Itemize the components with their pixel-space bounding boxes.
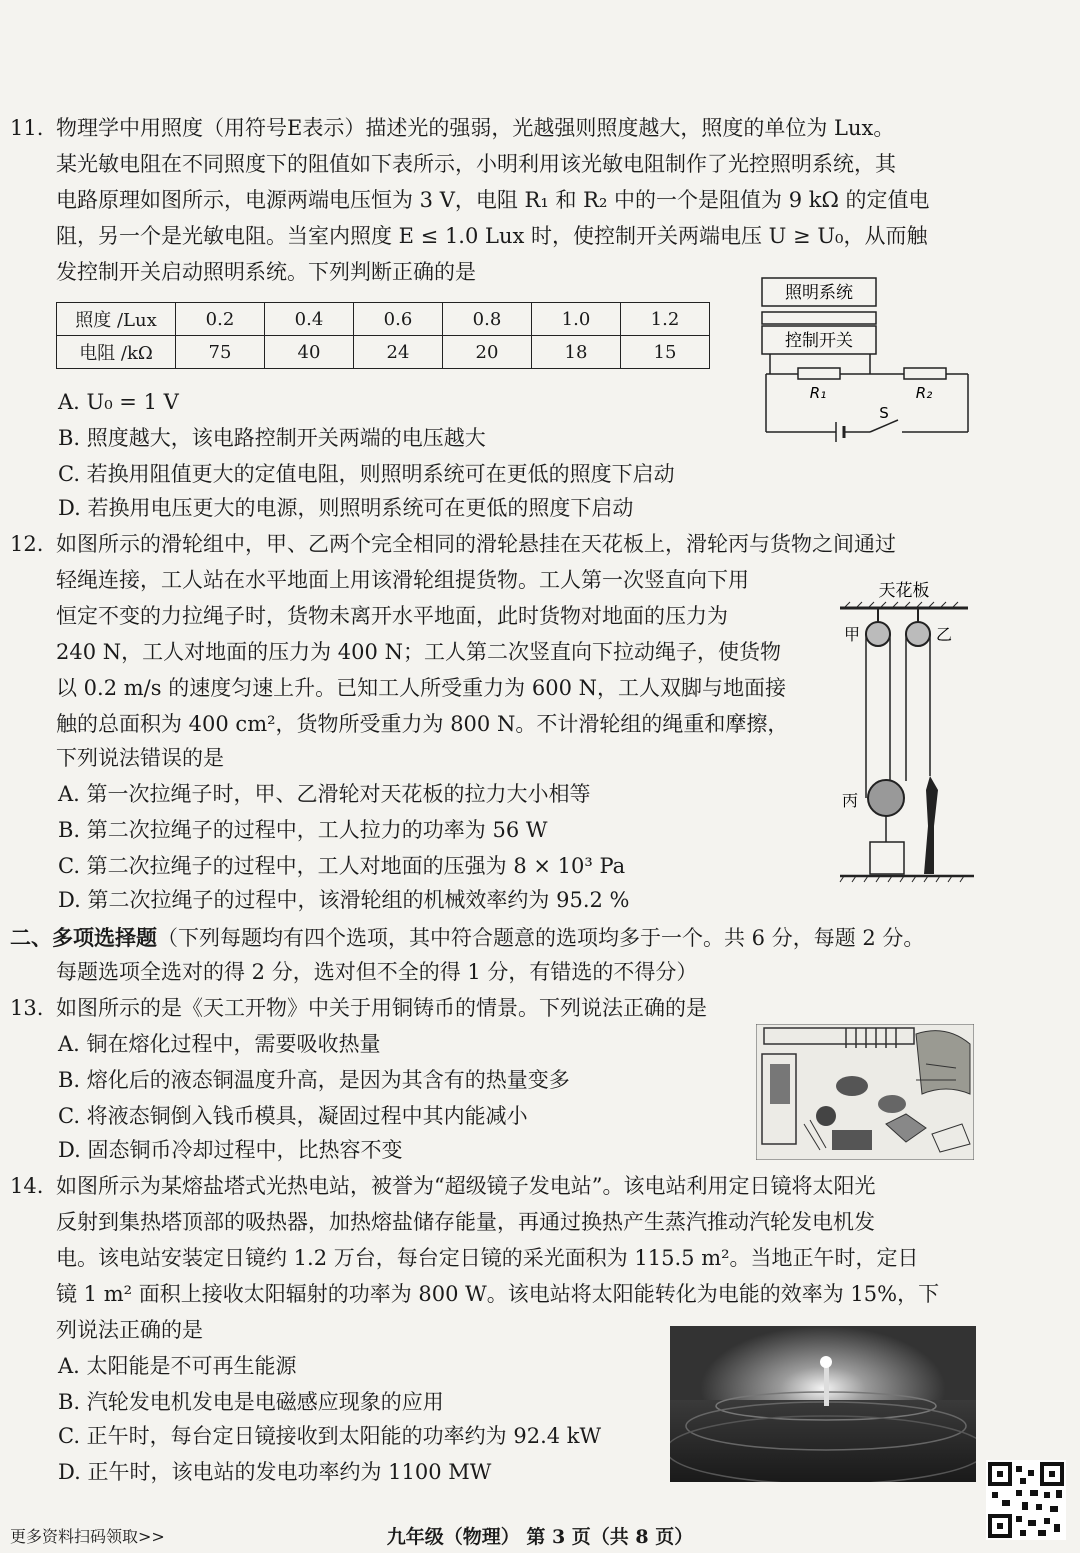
q13-option-a: A. 铜在熔化过程中，需要吸收热量 bbox=[58, 1032, 381, 1056]
table-cell: 75 bbox=[176, 336, 265, 369]
q14-line: 电。该电站安装定日镜约 1.2 万台，每台定日镜的采光面积为 115.5 m²。当地正午时，定日 bbox=[56, 1246, 919, 1270]
coin-casting-illustration bbox=[756, 1024, 974, 1160]
q14-line: 镜 1 m² 面积上接收太阳辐射的功率为 800 W。该电站将太阳能转化为电能的效率为 15%，下 bbox=[56, 1282, 940, 1306]
q11-line: 某光敏电阻在不同照度下的阻值如下表所示，小明利用该光敏电阻制作了光控照明系统，其 bbox=[56, 152, 896, 176]
q12-line: 下列说法错误的是 bbox=[56, 746, 224, 770]
q14-option-c: C. 正午时，每台定日镜接收到太阳能的功率约为 92.4 kW bbox=[58, 1424, 602, 1448]
q11-option-d: D. 若换用电压更大的电源，则照明系统可在更低的照度下启动 bbox=[58, 496, 634, 520]
cargo bbox=[870, 842, 904, 874]
table-cell: 0.8 bbox=[443, 303, 532, 336]
section2-note-line2: 每题选项全选对的得 2 分，选对但不全的得 1 分，有错选的不得分） bbox=[56, 960, 698, 984]
q11-option-b: B. 照度越大，该电路控制开关两端的电压越大 bbox=[58, 426, 486, 450]
section2-header bbox=[10, 924, 924, 952]
pulley-jia bbox=[866, 622, 890, 646]
q12-line: 以 0.2 m/s 的速度匀速上升。已知工人所受重力为 600 N，工人双脚与地面接 bbox=[56, 676, 786, 700]
ceiling-label: 天花板 bbox=[878, 581, 930, 601]
resistor-r1 bbox=[798, 368, 840, 379]
pulley-yi bbox=[906, 622, 930, 646]
table-cell: 1.2 bbox=[621, 303, 710, 336]
q12-option-d: D. 第二次拉绳子的过程中，该滑轮组的机械效率约为 95.2 % bbox=[58, 888, 630, 912]
table-cell: 15 bbox=[621, 336, 710, 369]
q12-line: 轻绳连接，工人站在水平地面上用该滑轮组提货物。工人第一次竖直向下用 bbox=[56, 568, 749, 592]
table-cell: 0.4 bbox=[265, 303, 354, 336]
table-cell: 18 bbox=[532, 336, 621, 369]
q11-line: 发控制开关启动照明系统。下列判断正确的是 bbox=[56, 260, 476, 284]
table-cell: 0.6 bbox=[354, 303, 443, 336]
q14-number: 14. bbox=[10, 1174, 44, 1198]
solar-tower-photo bbox=[670, 1326, 976, 1482]
q13-option-c: C. 将液态铜倒入钱币模具，凝固过程中其内能减小 bbox=[58, 1104, 528, 1128]
q12-option-a: A. 第一次拉绳子时，甲、乙滑轮对天花板的拉力大小相等 bbox=[58, 782, 591, 806]
pulley-diagram bbox=[834, 576, 984, 886]
q13-option-d: D. 固态铜币冷却过程中，比热容不变 bbox=[58, 1138, 403, 1162]
q12-number: 12. bbox=[10, 532, 44, 556]
page-footer: 九年级（物理） 第 3 页（共 8 页） bbox=[386, 1526, 694, 1548]
table-cell: 0.2 bbox=[176, 303, 265, 336]
q13-option-b: B. 熔化后的液态铜温度升高，是因为其含有的热量变多 bbox=[58, 1068, 570, 1092]
table-cell: 电阻 /kΩ bbox=[57, 336, 176, 369]
q14-option-b: B. 汽轮发电机发电是电磁感应现象的应用 bbox=[58, 1390, 444, 1414]
circuit-diagram bbox=[752, 272, 982, 444]
q12-line: 恒定不变的力拉绳子时，货物未离开水平地面，此时货物对地面的压力为 bbox=[56, 604, 728, 628]
q12-line: 240 N，工人对地面的压力为 400 N；工人第二次竖直向下拉动绳子，使货物 bbox=[56, 640, 781, 664]
worker bbox=[924, 776, 938, 874]
section2-title: 二、多项选择题 bbox=[10, 925, 157, 950]
table-cell: 40 bbox=[265, 336, 354, 369]
jia-label: 甲 bbox=[843, 625, 861, 644]
q12-option-c: C. 第二次拉绳子的过程中，工人对地面的压强为 8 × 10³ Pa bbox=[58, 854, 626, 878]
q14-line: 反射到集热塔顶部的吸热器，加热熔盐储存能量，再通过换热产生蒸汽推动汽轮发电机发 bbox=[56, 1210, 875, 1234]
table-cell: 1.0 bbox=[532, 303, 621, 336]
table-cell: 24 bbox=[354, 336, 443, 369]
footer-scan-link[interactable]: 更多资料扫码领取>> bbox=[10, 1527, 165, 1546]
table-cell: 20 bbox=[443, 336, 532, 369]
table-cell: 照度 /Lux bbox=[57, 303, 176, 336]
lighting-system-label: 照明系统 bbox=[785, 283, 853, 303]
q14-option-d: D. 正午时，该电站的发电功率约为 1100 MW bbox=[58, 1460, 492, 1484]
q11-option-a: A. U₀ = 1 V bbox=[58, 390, 179, 414]
r1-label: R₁ bbox=[809, 384, 827, 402]
control-switch-label: 控制开关 bbox=[785, 331, 853, 351]
q11-option-c: C. 若换用阻值更大的定值电阻，则照明系统可在更低的照度下启动 bbox=[58, 462, 675, 486]
q11-line: 电路原理如图所示，电源两端电压恒为 3 V，电阻 R₁ 和 R₂ 中的一个是阻值为 9 kΩ 的定值电 bbox=[56, 188, 930, 212]
yi-label: 乙 bbox=[935, 625, 953, 644]
section2-note: （下列每题均有四个选项，其中符合题意的选项均多于一个。共 6 分，每题 2 分。 bbox=[157, 926, 925, 950]
resistor-r2 bbox=[904, 368, 946, 379]
q13-number: 13. bbox=[10, 996, 44, 1020]
q12-line: 如图所示的滑轮组中，甲、乙两个完全相同的滑轮悬挂在天花板上，滑轮丙与货物之间通过 bbox=[56, 532, 896, 556]
illuminance-resistance-table bbox=[56, 302, 710, 369]
table-row bbox=[57, 303, 710, 336]
r2-label: R₂ bbox=[915, 384, 933, 402]
q14-line: 如图所示为某熔盐塔式光热电站，被誉为“超级镜子发电站”。该电站利用定日镜将太阳光 bbox=[56, 1174, 876, 1198]
table-row bbox=[57, 336, 710, 369]
q11-line: 物理学中用照度（用符号E表示）描述光的强弱，光越强则照度越大，照度的单位为 Lux。 bbox=[56, 116, 895, 140]
q11-number: 11. bbox=[10, 116, 44, 140]
pulley-bing bbox=[868, 780, 904, 816]
switch-label: S bbox=[879, 404, 889, 422]
solar-tower bbox=[824, 1362, 829, 1406]
q13-stem: 如图所示的是《天工开物》中关于用铜铸币的情景。下列说法正确的是 bbox=[56, 996, 707, 1020]
q14-line: 列说法正确的是 bbox=[56, 1318, 203, 1342]
q12-option-b: B. 第二次拉绳子的过程中，工人拉力的功率为 56 W bbox=[58, 818, 548, 842]
q12-line: 触的总面积为 400 cm²，货物所受重力为 800 N。不计滑轮组的绳重和摩擦， bbox=[56, 712, 789, 736]
bing-label: 丙 bbox=[841, 791, 859, 810]
q14-option-a: A. 太阳能是不可再生能源 bbox=[58, 1354, 297, 1378]
q11-line: 阻，另一个是光敏电阻。当室内照度 E ≤ 1.0 Lux 时，使控制开关两端电压 U ≥ U₀，从而触 bbox=[56, 224, 928, 248]
